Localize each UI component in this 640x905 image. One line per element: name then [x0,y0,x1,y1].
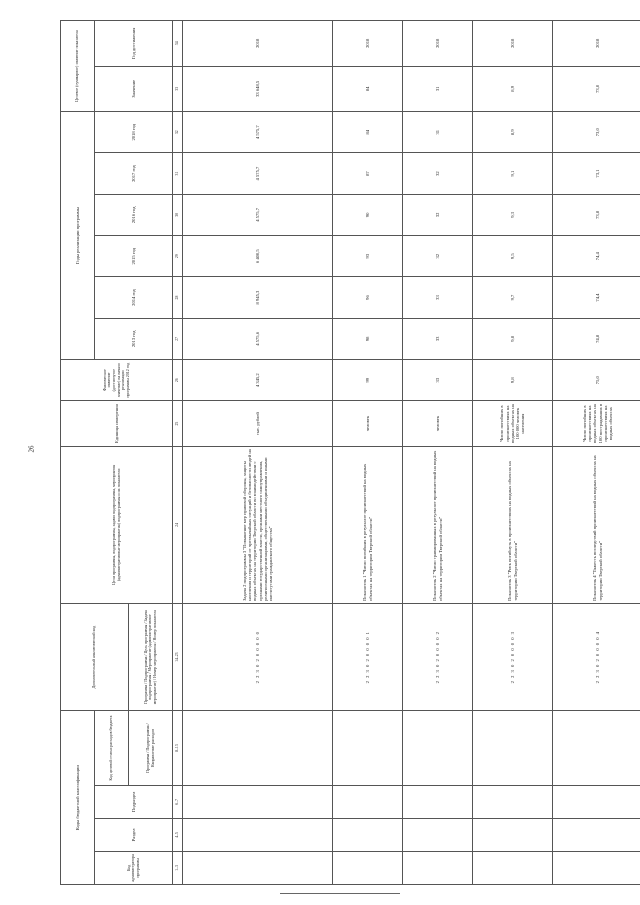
cell-razdel [403,818,473,851]
header-goal-col: Цели программы, подпрограммы, задачи подпрограммы, мероприятия (административные мероприятия) подпрограммы и их показатели [61,446,173,603]
cell-kbk-admin [553,851,640,884]
cell-2013: 9,8 [473,318,553,359]
cell-podrazdel [183,785,333,818]
header-unit: Единица измерения [61,401,173,446]
cell-target-article [473,711,553,785]
header-target-article: Код целевой статьи расходов бюджета [95,711,129,785]
col-number: 27 [173,318,183,359]
cell-name: Показатель 3 "Риск погибнуть в происшествиях на водных объектах на территории Тверской области" [473,446,553,603]
header-add-class: Дополнительный аналитический код [61,603,129,710]
cell-2014: 9,7 [473,277,553,318]
cell-year: 2018 [403,21,473,67]
col-number: 24 [173,446,183,603]
cell-podrazdel [553,785,640,818]
header-achieve-year: Год достижения [95,21,173,67]
cell-name: Показатель 2 "Число травмированных в результате происшествий на водных объектах на территории Тверской области" [403,446,473,603]
header-y2016: 2016 год [95,194,173,235]
cell-unit: человек [403,401,473,446]
cell-fact: 4 345,2 [183,360,333,401]
cell-target-article [333,711,403,785]
header-y2015: 2015 год [95,236,173,277]
header-target-block: Целевое (суммарное) значение показателя [61,21,95,112]
cell-2013: 98 [333,318,403,359]
cell-2016: 90 [333,194,403,235]
cell-podrazdel [403,785,473,818]
cell-year: 2018 [553,21,640,67]
cell-2015: 6 400,5 [183,236,333,277]
table-body [183,21,640,885]
cell-2014: 33 [403,277,473,318]
cell-name: Показатель 4 "Тяжесть последствий происшествий на водных объектах на территории Тверской области" [553,446,640,603]
page-number: 26 [27,445,36,453]
header-y2014: 2014 год [95,277,173,318]
cell-unit: тыс. рублей [183,401,333,446]
table-row [333,21,403,885]
cell-fact: 9,8 [473,360,553,401]
col-number: 30 [173,194,183,235]
col-number: 34 [173,21,183,67]
header-razdel: Раздел [95,818,173,851]
cell-2017: 73,1 [553,153,640,194]
cell-2018: 4 575,7 [183,112,333,153]
cell-target-article [183,711,333,785]
header-value: Значение [95,66,173,111]
cell-2017: 9,1 [473,153,553,194]
col-number: 32 [173,112,183,153]
cell-year: 2018 [473,21,553,67]
cell-2017: 4 575,7 [183,153,333,194]
header-podrazdel: Подраздел [95,785,173,818]
header-y2013: 2013 год [95,318,173,359]
cell-codes: 2 2 3 0 2 0 0 0 0 4 [553,603,640,710]
cell-2016: 4 575,7 [183,194,333,235]
column-number-row [173,21,183,885]
cell-2016: 9,3 [473,194,553,235]
cell-year: 2018 [183,21,333,67]
cell-unit: Число погибших в происшествиях на водных объектах на 100 000 человек населения [473,401,553,446]
col-number: 1–3 [173,851,183,884]
col-number: 25 [173,401,183,446]
header-program-code: Программа / Подпрограмма / Направление расходов [129,711,173,785]
cell-codes: 2 2 3 0 2 0 0 0 0 0 [183,603,333,710]
cell-target: 73,0 [553,66,640,111]
cell-razdel [183,818,333,851]
program-table [60,20,640,885]
cell-kbk-admin [183,851,333,884]
table-row [183,21,333,885]
cell-target-article [553,711,640,785]
cell-2013: 74,8 [553,318,640,359]
cell-2015: 93 [333,236,403,277]
footer-rule [280,893,400,894]
cell-year: 2018 [333,21,403,67]
header-y2017: 2017 год [95,153,173,194]
cell-fact: 99 [333,360,403,401]
header-y2018: 2018 год [95,112,173,153]
header-code-breakdown: Программа / Подпрограмма / Цель программы / Задача подпрограммы / Мероприятие (административное мероприятие) / Номер мероприятия / Номер показателя [129,603,173,710]
cell-2014: 96 [333,277,403,318]
cell-target-article [403,711,473,785]
cell-2013: 4 575,6 [183,318,333,359]
cell-2018: 8,9 [473,112,553,153]
cell-2015: 32 [403,236,473,277]
cell-target: 31 [403,66,473,111]
cell-2014: 8 945,3 [183,277,333,318]
col-number: 29 [173,236,183,277]
col-number: 33 [173,66,183,111]
cell-podrazdel [473,785,553,818]
col-number: 28 [173,277,183,318]
header-fact: Фактическое значение (достигнутое значение) на начало реализации программы 2012 год [61,360,173,401]
cell-codes: 2 2 3 0 2 0 0 0 0 2 [403,603,473,710]
cell-2013: 33 [403,318,473,359]
cell-razdel [553,818,640,851]
col-number: 6–7 [173,785,183,818]
cell-name: Показатель 1 "Число погибших в результате происшествий на водных объектах на территории Тверской области" [333,446,403,603]
cell-target: 8,9 [473,66,553,111]
cell-2016: 32 [403,194,473,235]
cell-2018: 73,0 [553,112,640,153]
cell-podrazdel [333,785,403,818]
col-number: 8–13 [173,711,183,785]
cell-2015: 74,4 [553,236,640,277]
table-row [473,21,553,885]
cell-2017: 32 [403,153,473,194]
cell-razdel [333,818,403,851]
cell-fact: 33 [403,360,473,401]
cell-kbk-admin [473,851,553,884]
header-kbk: Коды бюджетной классификации [61,711,95,885]
col-number: 4–5 [173,818,183,851]
cell-2018: 84 [333,112,403,153]
cell-kbk-admin [333,851,403,884]
cell-name: Задача 2 подпрограммы 3 "Повышение мер правовой обороны, защиты населения и территорий от чрезвычайных ситуаций и безопасности людей на водных объектах на территории Тверской области во взаимодействии с органами государственной власти, органами местного самоуправления, религиозными организациями, общественными объединениями и иными институтами гражданского общества" [183,446,333,603]
rotated-table-sheet [60,20,628,885]
cell-kbk-admin [403,851,473,884]
cell-target: 33 648,5 [183,66,333,111]
cell-codes: 2 2 3 0 2 0 0 0 0 3 [473,603,553,710]
header-years-block: Годы реализации программы [61,112,95,360]
cell-2015: 9,5 [473,236,553,277]
cell-unit: Число погибших в происшествиях на водных объектах на 100 пострадавших в происшествиях на водных объектах [553,401,640,446]
col-number: 31 [173,153,183,194]
cell-razdel [473,818,553,851]
table-row [403,21,473,885]
col-number: 14–23 [173,603,183,710]
cell-2018: 31 [403,112,473,153]
table-row [553,21,640,885]
cell-unit: человек [333,401,403,446]
cell-2016: 73,8 [553,194,640,235]
header-kbk-admin: Код администратора программы [95,851,173,884]
cell-2017: 87 [333,153,403,194]
cell-codes: 2 2 3 0 2 0 0 0 0 1 [333,603,403,710]
cell-target: 84 [333,66,403,111]
col-number: 26 [173,360,183,401]
cell-fact: 75,0 [553,360,640,401]
cell-2014: 74,4 [553,277,640,318]
